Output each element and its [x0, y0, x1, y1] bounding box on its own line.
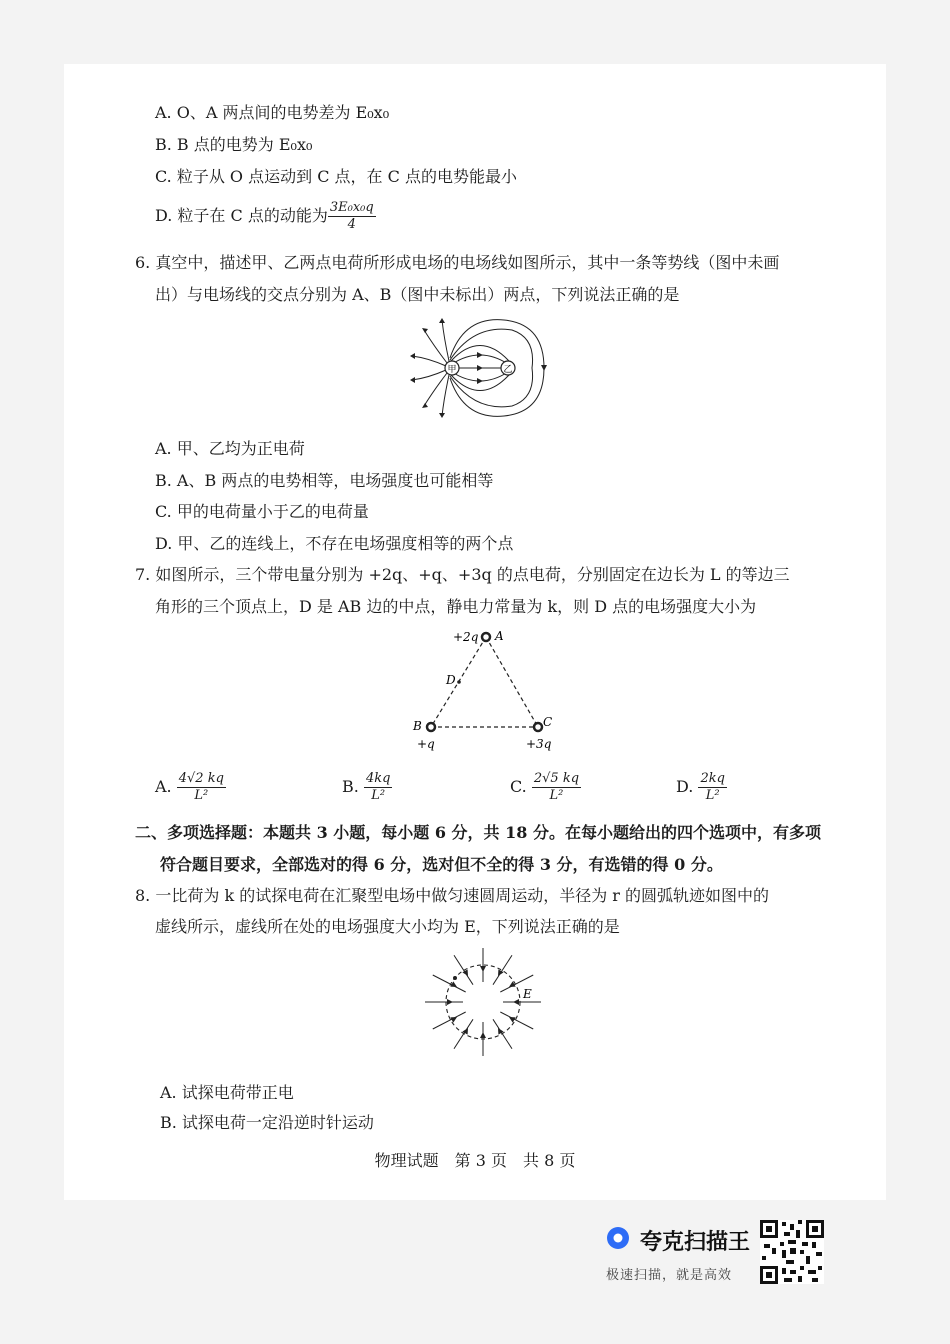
- q6-stem-line1: 6. 真空中，描述甲、乙两点电荷所形成电场的电场线如图所示，其中一条等势线（图中未画: [135, 253, 780, 272]
- fraction-numerator: 2√5 kq: [533, 771, 580, 786]
- field-line-ray: [500, 1012, 533, 1029]
- label-c-charge: +3q: [526, 737, 552, 751]
- label-a: A: [495, 629, 504, 643]
- option-fraction: [698, 771, 726, 804]
- q6-option-b: B. A、B 两点的电势相等，电场强度也可能相等: [155, 471, 494, 490]
- q6-option-a: A. 甲、乙均为正电荷: [155, 439, 305, 458]
- q7-option-d: [676, 771, 727, 804]
- field-line: [412, 370, 446, 380]
- q7-stem-line1: 7. 如图所示，三个带电量分别为 +2q、+q、+3q 的点电荷，分别固定在边长为 L 的等边三: [135, 565, 790, 584]
- field-line-ray: [493, 1019, 512, 1048]
- arrow-head: [447, 999, 453, 1005]
- arrow-head: [480, 1032, 486, 1038]
- scanner-slogan: 极速扫描，就是高效: [606, 1268, 733, 1283]
- arrow-head: [480, 966, 486, 972]
- q8-stem-line2: 虚线所示，虚线所在处的电场强度大小均为 E，下列说法正确的是: [155, 917, 620, 936]
- field-line-ray: [433, 975, 466, 992]
- q6-stem-line2: 出）与电场线的交点分别为 A、B（图中未标出）两点，下列说法正确的是: [155, 285, 680, 304]
- arrow-head: [541, 365, 547, 371]
- fraction-denominator: L²: [549, 788, 564, 803]
- field-line: [442, 320, 449, 361]
- field-line: [442, 375, 449, 416]
- q5-option-d: [155, 200, 376, 233]
- converging-field-svg: [413, 944, 553, 1060]
- arrow-head: [439, 318, 445, 323]
- q6-option-c: C. 甲的电荷量小于乙的电荷量: [155, 502, 369, 521]
- arrow-head: [477, 365, 483, 371]
- arrow-head: [439, 413, 445, 418]
- arrow-head: [410, 377, 415, 383]
- fraction-denominator: 4: [347, 217, 356, 232]
- q6-field-line-figure: [404, 316, 554, 420]
- field-lines-svg: [404, 316, 554, 420]
- section2-heading-line1: 二、多项选择题：本题共 3 小题，每小题 6 分，共 18 分。在每小题给出的四个选项中，有多项: [135, 823, 821, 842]
- fraction-denominator: L²: [371, 788, 386, 803]
- field-line-ray: [454, 955, 473, 984]
- charge-a: [482, 633, 490, 641]
- scanner-logo-icon: [606, 1226, 630, 1250]
- field-line-ray: [454, 1019, 473, 1048]
- option-fraction: [364, 771, 392, 804]
- page-footer: 物理试题 第 3 页 共 8 页: [374, 1151, 576, 1170]
- q8-stem-line1: 8. 一比荷为 k 的试探电荷在汇聚型电场中做匀速圆周运动，半径为 r 的圆弧轨迹如图中的: [135, 886, 770, 905]
- scanner-brand: 夸克扫描王: [640, 1230, 751, 1255]
- q6-option-d: D. 甲、乙的连线上，不存在电场强度相等的两个点: [155, 534, 514, 553]
- q5-option-a: A. O、A 两点间的电势差为 E₀x₀: [155, 103, 390, 122]
- field-line-ray: [433, 1012, 466, 1029]
- q7-option-c: [510, 771, 581, 804]
- triangle-svg: [405, 622, 565, 754]
- field-line: [412, 356, 446, 366]
- arrow-head: [477, 352, 483, 358]
- qr-code-icon: [760, 1220, 824, 1284]
- charge-jia-label: 甲: [447, 365, 457, 375]
- q7-option-a: [155, 771, 226, 804]
- fraction-numerator: 4kq: [365, 771, 391, 786]
- fraction-numerator: 2kq: [700, 771, 725, 786]
- fraction-numerator: 3E₀x₀q: [329, 200, 374, 215]
- point-d: [457, 680, 461, 684]
- option-letter: D.: [676, 777, 694, 796]
- test-charge: [453, 976, 457, 980]
- fraction-denominator: L²: [194, 788, 209, 803]
- q5-option-b: B. B 点的电势为 E₀x₀: [155, 135, 313, 154]
- field-line-rays: [425, 948, 541, 1056]
- label-e: E: [523, 987, 532, 1001]
- q7-triangle-figure: [405, 622, 565, 754]
- label-d: D: [446, 673, 456, 687]
- arrow-head: [422, 403, 428, 408]
- arrow-head: [422, 328, 428, 333]
- arrow-head: [513, 999, 519, 1005]
- q8-field-figure: [413, 944, 553, 1060]
- option-letter: A.: [155, 777, 172, 796]
- charge-yi-label: 乙: [503, 365, 513, 375]
- option-letter: B.: [342, 777, 359, 796]
- label-b: B: [413, 719, 422, 733]
- charge-b: [427, 723, 435, 731]
- option-letter: C.: [510, 777, 527, 796]
- option-fraction: [532, 771, 581, 804]
- option-fraction: [177, 771, 226, 804]
- label-b-charge: +q: [417, 737, 435, 751]
- arrow-head: [477, 378, 483, 384]
- q8-option-b: B. 试探电荷一定沿逆时针运动: [160, 1113, 374, 1132]
- side-ac: [486, 637, 538, 727]
- field-line-ray: [493, 955, 512, 984]
- q5-option-c: C. 粒子从 O 点运动到 C 点，在 C 点的电势能最小: [155, 167, 517, 186]
- q8-option-a: A. 试探电荷带正电: [160, 1083, 294, 1102]
- q7-stem-line2: 角形的三个顶点上，D 是 AB 边的中点，静电力常量为 k，则 D 点的电场强度大小为: [155, 597, 757, 616]
- fraction-numerator: 4√2 kq: [178, 771, 224, 786]
- arrow-head: [410, 353, 415, 359]
- label-c: C: [543, 715, 553, 729]
- q7-option-b: [342, 771, 392, 804]
- q5-option-d-fraction: [328, 200, 376, 233]
- q5-option-d-text: D. 粒子在 C 点的动能为: [155, 206, 328, 225]
- section2-heading-line2: 符合题目要求，全部选对的得 6 分，选对但不全的得 3 分，有选错的得 0 分。: [160, 855, 723, 874]
- charge-c: [534, 723, 542, 731]
- fraction-denominator: L²: [705, 788, 720, 803]
- label-a-charge: +2q: [453, 630, 479, 644]
